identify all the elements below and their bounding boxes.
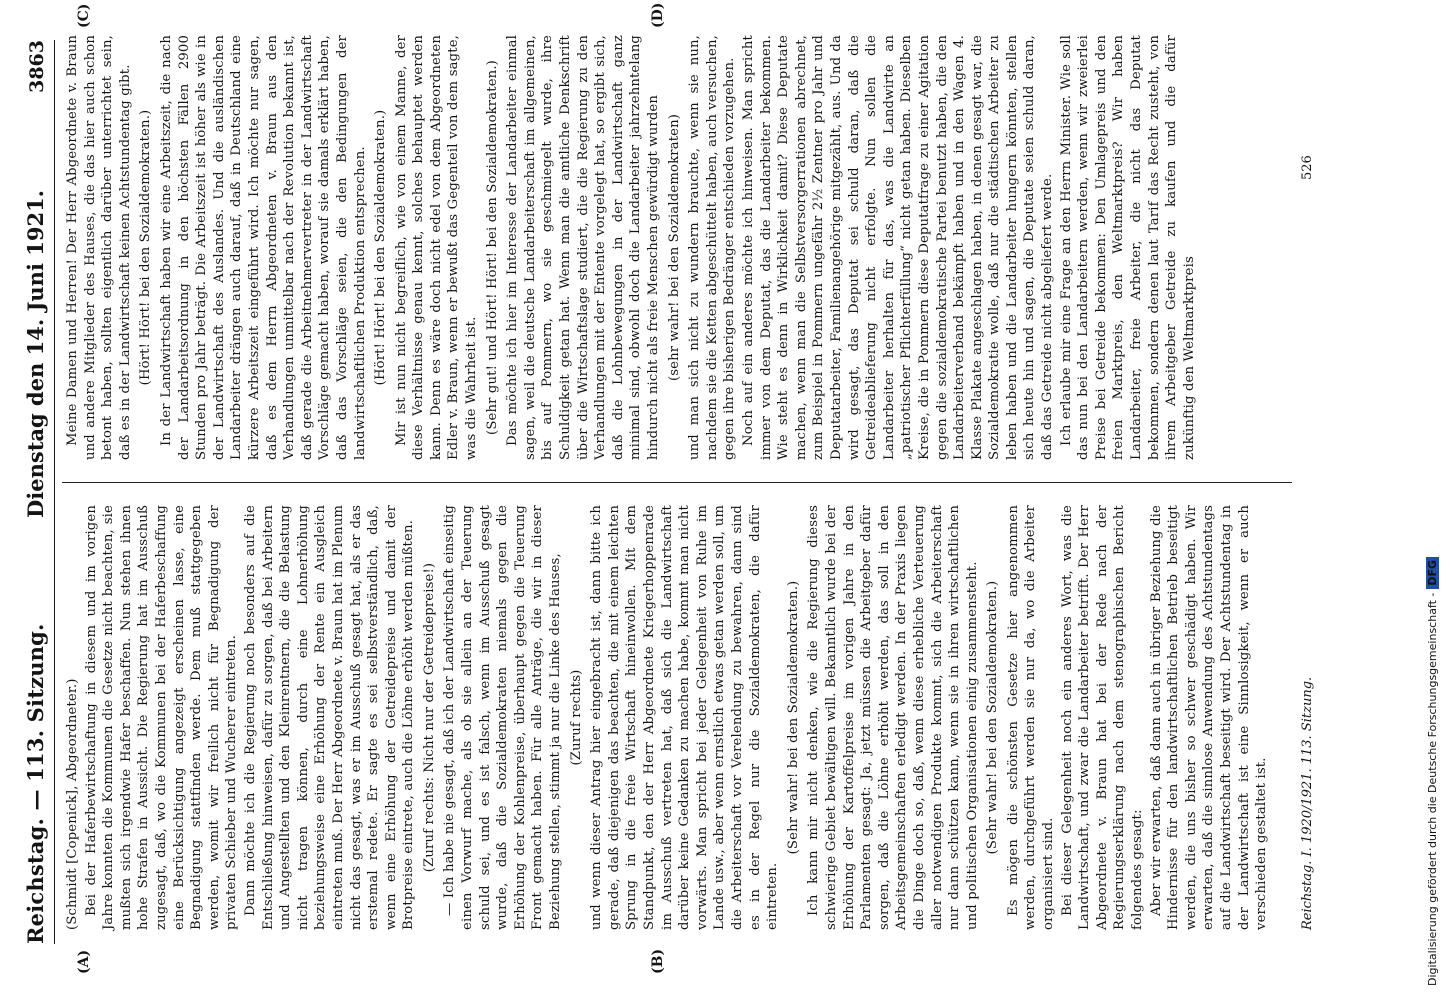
text-column-right [64, 35, 1199, 460]
paragraph: Bei dieser Gelegenheit noch ein anderes Wort, was die Landwirtschaft, und zwar die Landarbeiter betrifft. Der Herr Abgeordnete v. Braun hat bei der Rede nach der Regierungserklärung nach dem stenographischen Bericht folgendes gesagt: [1059, 505, 1146, 930]
header-left-title: Reichstag. — 113. Sitzung. [23, 623, 48, 944]
paragraph: Mir ist nun nicht begreiflich, wie von einem Manne, der diese Verhältnisse genau kennt, solches behauptet werden kann. Denn es wäre doch nicht edel von dem Abgeordneten Edler v. Braun, wenn er bewußt das Gegenteil von dem sagte, was die Wahrheit ist. [393, 35, 480, 460]
header-date: Dienstag den 14. Juni 1921. [23, 190, 48, 518]
interjection: (Zuruf rechts: Nicht nur der Getreidepreise!) [421, 562, 437, 873]
interjection: (Zuruf rechts) [568, 669, 584, 766]
interjection: (Sehr gut! und Hört! Hört! bei den Sozialdemokraten.) [484, 60, 500, 435]
margin-marker-d: (D) [650, 2, 666, 28]
paragraph: Noch auf ein anderes möchte ich hinweisen. Man spricht immer von dem Deputat, das die Landarbeiter bekommen. Wie steht es denn in Wirklichkeit damit? Diese Deputate machen, wenn man die Selbstversorgerrationen abrechnet, zum Beispiel in Pommern ungefähr 2½ Zentner pro Jahr und Deputatarbeiter, Familienangehörige mitgezählt, aus. Und da wird gesagt, das Deputat sei schuld daran, daß die Getreideablieferung nicht erfolgte. Nun sollen die Landarbeiter herhalten für das, was die Landwirte an „patriotischer Pflichterfüllung“ nicht getan haben. Dieselben Kreise, die in Pommern diese Deputatfrage zu einer Agitation gegen die sozialdemokratische Partei benutzt haben, die den Landarbeiterverband bekämpft haben und in den Wagen 4. Klasse Plakate angeschlagen haben, in denen gesagt war, die Sozialdemokratie wolle, daß nur die städtischen Arbeiter zu leben haben und die Landarbeiter hungern könnten, stellen sich heute hin und sagen, die Deputate seien schuld daran, daß das Getreide nicht abgeliefert werde. [740, 35, 1056, 460]
paragraph: — Ich habe nie gesagt, daß ich der Landwirtschaft einseitig einen Vorwurf mache, als ob sie allein an der Teuerung schuld sei, und es ist falsch, wenn im Ausschuß gesagt wurde, daß die Sozialdemokraten niemals gegen die Erhöhung der Kohlenpreise, überhaupt gegen die Teuerung Front gemacht haben. Für alle Anträge, die wir in dieser Beziehung stellen, stimmt ja nur die Linke des Hauses, [442, 505, 564, 930]
interjection: (Sehr wahr! bei den Sozialdemokraten.) [785, 580, 801, 855]
speaker-line: (Schmidt [Copenick], Abgeordneter.) [65, 678, 80, 930]
interjection: (Sehr wahr! bei den Sozialdemokraten.) [985, 580, 1001, 855]
paragraph: und wenn dieser Antrag hier eingebracht ist, dann bitte ich gerade, daß diejenigen das beachten, die mit einem leichten Sprung in die freie Wirtschaft hineinwollen. Mit dem Standpunkt, den der Herr Abgeordnete Kriegerhoppenrade im Ausschuß vertreten hat, daß sich die Landwirtschaft darüber keine Gedanken zu machen habe, kommt man nicht vorwärts. Man spricht bei jeder Gelegenheit von Ruhe im Lande usw., aber wenn ernstlich etwas getan werden soll, um die Arbeiterschaft vor Verelendung zu bewahren, dann sind es in der Regel nur die Sozialdemokraten, die dafür eintreten. [589, 505, 781, 930]
digitization-note [1408, 6, 1439, 986]
margin-marker-c: (C) [76, 3, 92, 28]
interjection: (Hört! Hört! bei den Sozialdemokraten.) [138, 109, 154, 386]
paragraph: Das möchte ich hier im Interesse der Landarbeiter einmal sagen, weil die deutsche Landarbeiterschaft im allgemeinen, bis auf Pommern, wo sie geschmiegelt wurde, ihre Schuldigkeit getan hat. Wenn man die amtliche Denkschrift über die Wirtschaftslage studiert, die die Regierung zu den Verhandlungen mit der Entente vorgelegt hat, so ergibt sich, daß die Lohnbewegungen in der Landwirtschaft ganz minimal sind, obwohl doch die Landarbeiter jahrzehntelang hindurch nicht als freie Menschen gewürdigt wurden [505, 35, 661, 460]
dfg-logo: DFG [1426, 557, 1439, 589]
text-column-left [64, 505, 1272, 930]
quotation: Aber wir erwarten, daß dann auch in übriger Beziehung die Hindernisse für den landwirtschaftlichen Betrieb beseitigt werden, die uns bisher so schwer geschädigt haben. Wir erwarten, daß die sinnlose Anwendung des Achtstundentags auf die Landwirtschaft beseitigt wird. Der Achtstundentag in der Landwirtschaft ist eine Sinnlosigkeit, wenn er auch verschieden gestaltet ist. [1148, 505, 1270, 930]
paragraph: und man sich nicht zu wundern brauchte, wenn sie nun, nachdem sie die Ketten abgeschüttelt haben, auch versuchen, gegen ihre bisherigen Bedränger entschieden vorzugehen. [687, 35, 738, 460]
paragraph: Dann möchte ich die Regierung noch besonders auf die Entschließung hinweisen, dafür zu sorgen, daß bei Arbeitern und Angestellten und den Kleinrentnern, die die Belastung nicht tragen können, durch eine Lohnerhöhung beziehungsweise eine Erhöhung der Rente ein Ausgleich eintreten muß. Der Herr Abgeordnete v. Braun hat im Plenum nicht das gesagt, was er im Ausschuß gesagt hat, als er das erstemal redete. Er sagte es sei selbstverständlich, daß, wenn eine Erhöhung der Getreidepreise und damit der Brotpreise eintrete, auch die Löhne erhöht werden müßten. [242, 505, 417, 930]
paragraph: Bei der Haferbewirtschaftung in diesem und im vorigen Jahre konnten die Kommunen die Gesetze nicht beachten, sie mußten sich irgendwie Hafer beschaffen. Nun stehen ihnen hohe Strafen in Aussicht. Die Regierung hat im Ausschuß zugesagt, daß, wo die Kommunen bei der Haferbeschaffung eine Berücksichtigung angezeigt erscheinen lasse, eine Begnadigung stattfinden werde. Dem muß stattgegeben werden, womit wir freilich nicht für Begnadigung der privaten Schieber und Wucherer eintreten. [83, 505, 240, 930]
digitization-text: Digitalisierung gefördert durch die Deutsche Forschungsgemeinschaft - [1426, 592, 1439, 986]
paragraph: Meine Damen und Herren! Der Herr Abgeordnete v. Braun und andere Mitglieder des Hauses, die das hier auch schon betont haben, sollten eigentlich darüber unterrichtet sein, daß es in der Landwirtschaft keinen Achtstundentag gibt. [65, 35, 133, 460]
interjection: (Hört! Hört! bei den Sozialdemokraten.) [373, 109, 389, 386]
footer-reference: Reichstag. I. 1920/1921. 113. Sitzung. [1300, 676, 1315, 930]
paragraph: Ich erlaube mir eine Frage an den Herrn Minister. Wie soll das nun bei den Landarbeitern werden, wenn wir zweierlei Preise bei Getreide bekommen: Den Umlagepreis und den freien Marktpreis, den Weltmarktpreis? Wir haben Landarbeiter, freie Arbeiter, die nicht das Deputat bekommen, sondern denen laut Tarif das Recht zusteht, von ihrem Arbeitgeber Getreide zu kaufen und die dafür zukünftig den Weltmarktpreis [1058, 35, 1197, 460]
page-header [18, 40, 55, 944]
paragraph: In der Landwirtschaft haben wir eine Arbeitszeit, die nach der Landarbeitsordnung in den höchsten Fällen 2900 Stunden pro Jahr beträgt. Die Arbeitszeit ist höher als wie in der Landwirtschaft des Auslandes. Und die ausländischen Landarbeiter drängen auch darauf, daß in Deutschland eine kürzere Arbeitszeit eingeführt wird. Ich möchte nur sagen, daß es dem Herrn Abgeordneten v. Braun aus den Verhandlungen unmittelbar nach der Revolution bekannt ist, daß gerade die Arbeitnehmervertreter in der Landwirtschaft Vorschläge gemacht haben, worauf sie damals erklärt haben, daß das Vorschläge seien, die den Bedingungen der landwirtschaftlichen Produktion entsprechen. [158, 35, 368, 460]
footer-number: 526 [1300, 155, 1315, 180]
digitization-note-text [1426, 6, 1450, 986]
margin-marker-b: (B) [650, 948, 666, 974]
column-divider [62, 482, 1292, 483]
paragraph: Ich kann mir nicht denken, wie die Regierung dieses schwierige Gebiet bewältigen will. Bekanntlich wurde bei der Erhöhung der Kartoffelpreise im vorigen Jahre in den Parlamenten gesagt: Ja, jetzt müssen die Arbeitgeber dafür sorgen, daß die Löhne erhöht werden, das soll in den Arbeitsgemeinschaften erledigt werden. In der Praxis liegen die Dinge doch so, daß, wenn diese erhebliche Verteuerung aller notwendigen Produkte kommt, sich die Arbeiterschaft nur dann schützen kann, wenn sie in ihren wirtschaftlichen und politischen Organisationen einig zusammensteht. [806, 505, 980, 930]
margin-marker-a: (A) [76, 949, 92, 974]
page-number: 3863 [26, 40, 48, 93]
paragraph: Es mögen die schönsten Gesetze hier angenommen werden, durchgeführt werden sie nur da, wo die Arbeiter organisiert sind. [1005, 505, 1057, 930]
interjection: (sehr wahr! bei den Sozialdemokraten) [666, 113, 682, 382]
